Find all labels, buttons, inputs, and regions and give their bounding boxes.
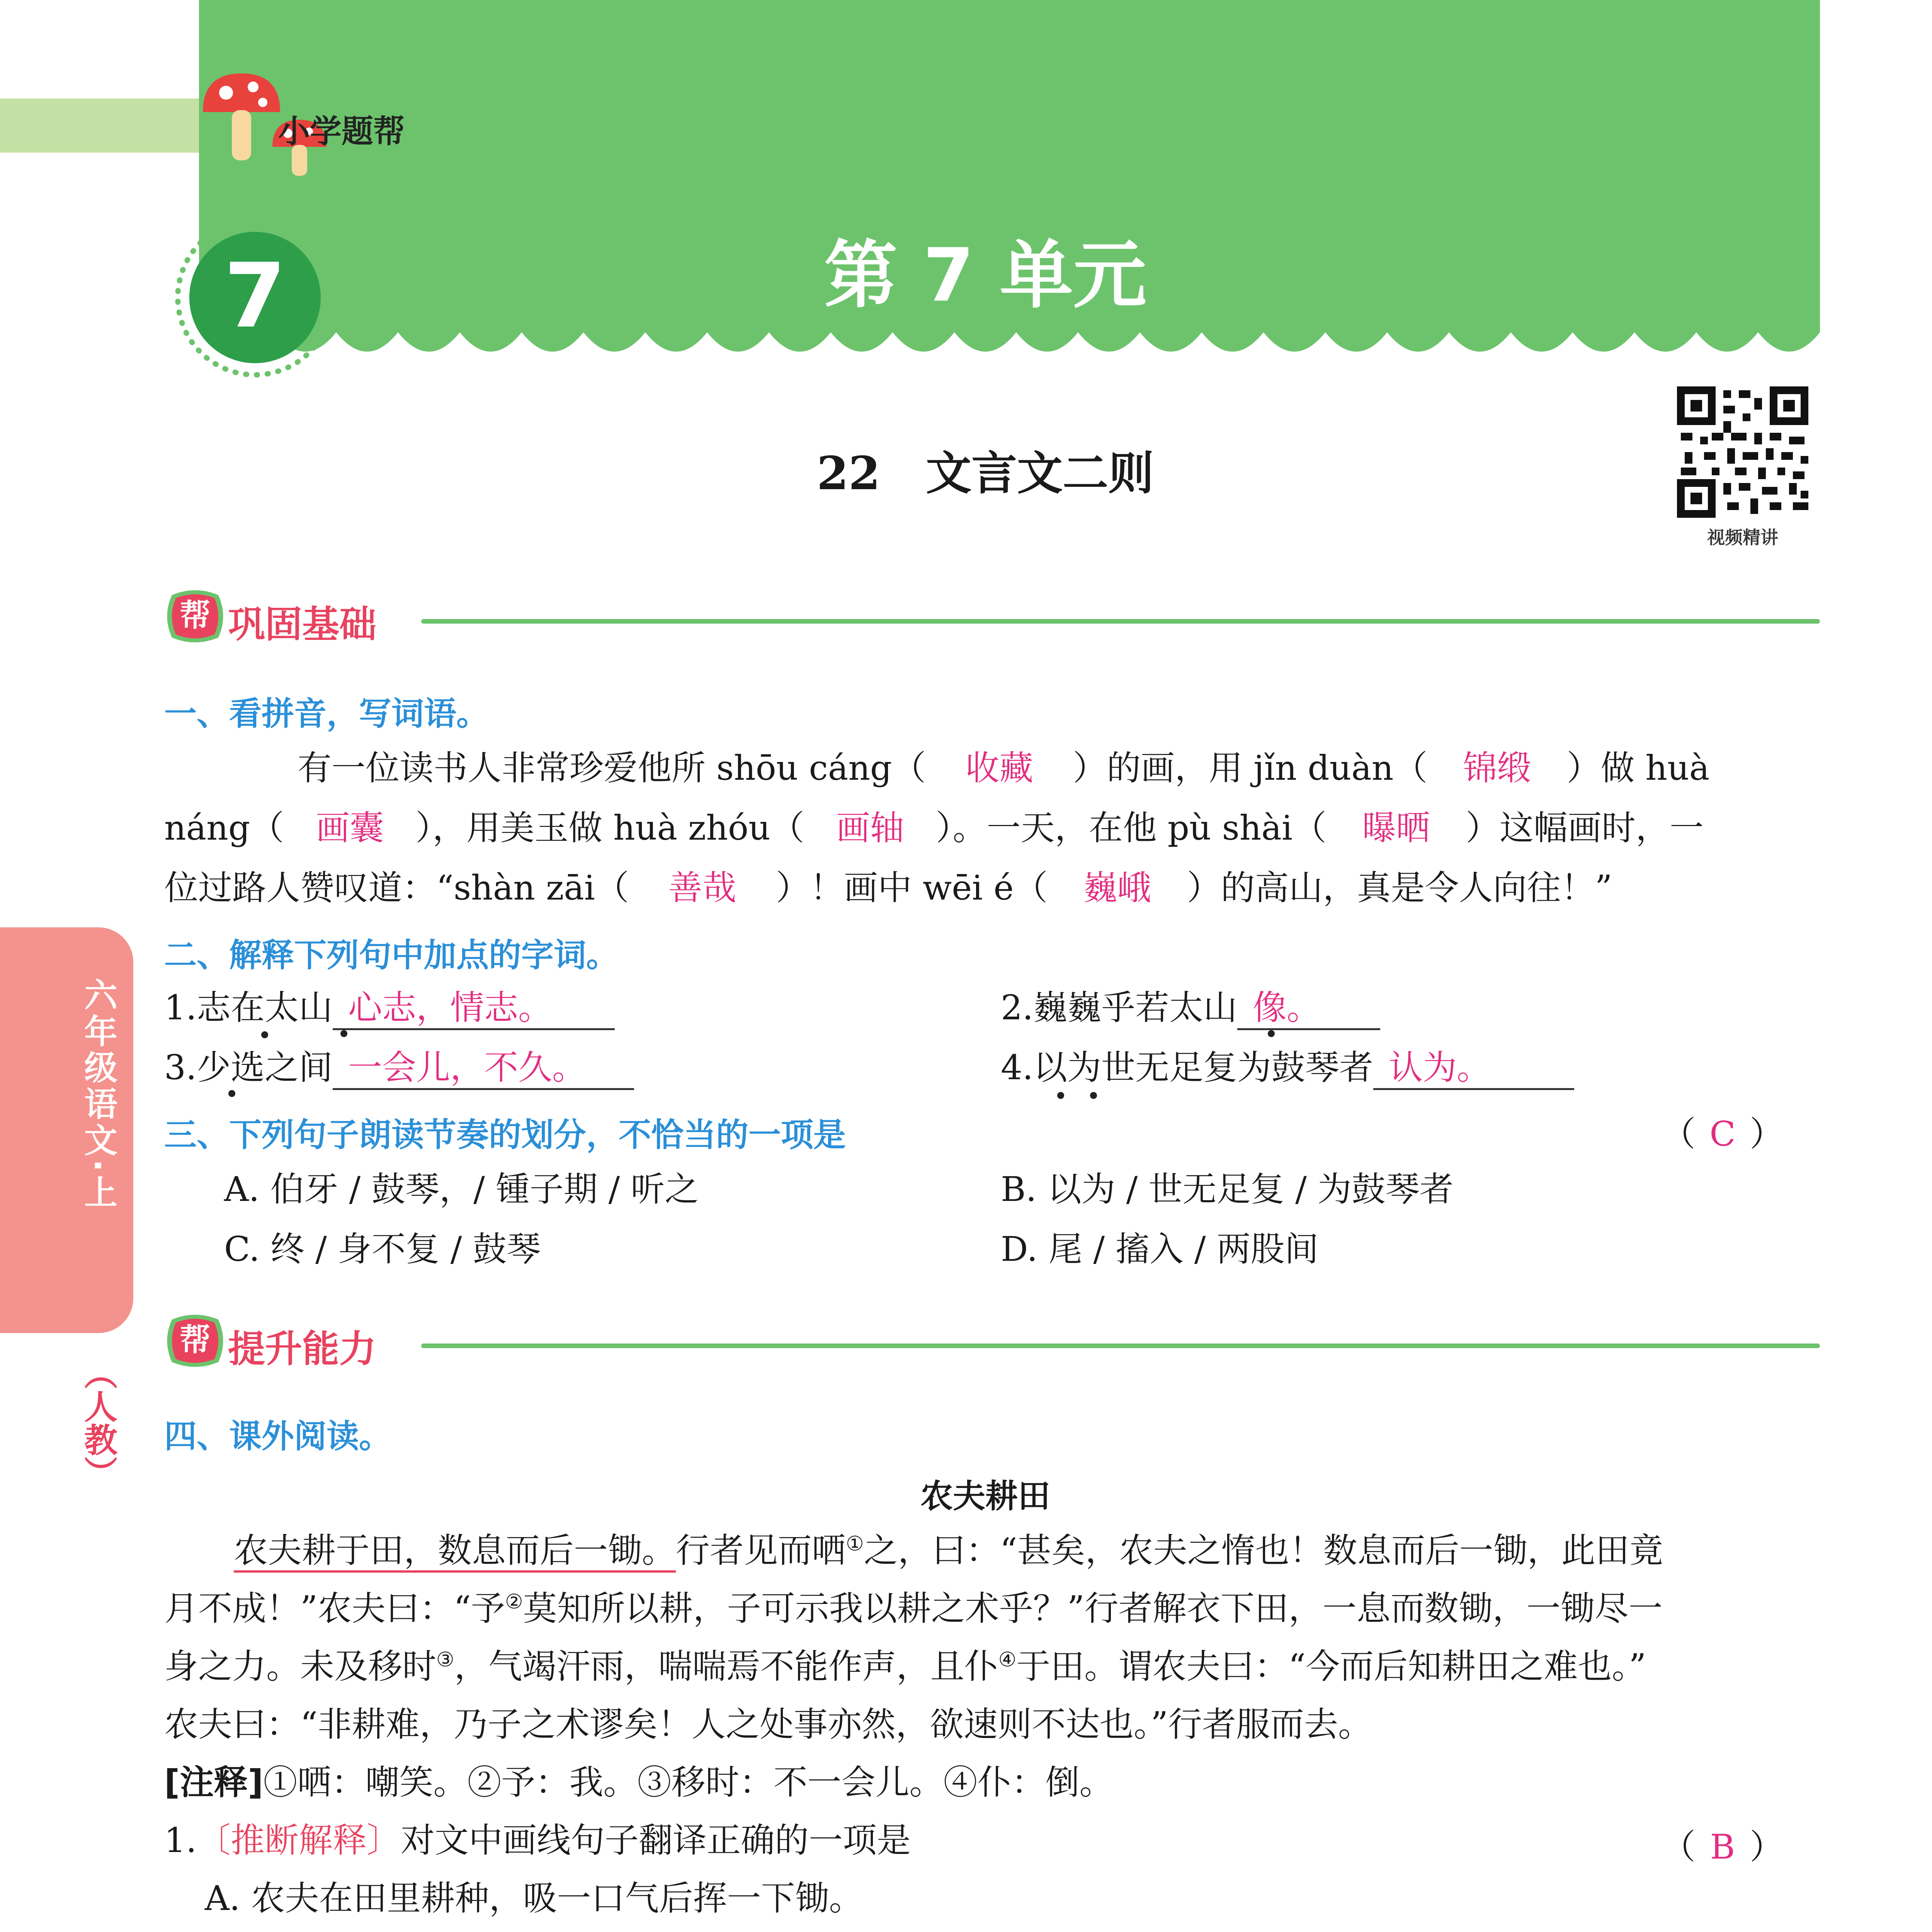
q3-option-a[interactable]: A. 伯牙 / 鼓琴，/ 锺子期 / 听之 (224, 1169, 699, 1209)
help-badge-icon (164, 587, 226, 645)
subq-1-answer: B (1710, 1827, 1735, 1867)
unit-number: 7 (224, 245, 286, 348)
unit-number-badge (174, 216, 336, 379)
q2-item-2: 2.巍巍乎若太山 像。 (1001, 987, 1380, 1030)
qr-code-icon[interactable] (1673, 383, 1812, 522)
passage-line-3: 身之力。未及移时③，气竭汗雨，喘喘焉不能作声，且仆④于田。谓农夫曰：“今而后知耕田之难也。” (164, 1646, 1646, 1686)
passage-line-4: 农夫曰：“非耕难，乃子之术谬矣！人之处事亦然，欲速则不达也。”行者服而去。 (164, 1704, 1372, 1744)
section-header-basic (164, 587, 1820, 645)
q4-heading: 四、课外阅读。 (164, 1417, 392, 1455)
q3-answer-box: （ C ） (1662, 1114, 1784, 1154)
brand-name: 小学题帮 (278, 113, 405, 150)
subq-1: 1.〔推断解释〕对文中画线句子翻译正确的一项是 (164, 1820, 911, 1860)
q1-answer: 锦缎 (1463, 748, 1531, 788)
q3-option-c[interactable]: C. 终 / 身不复 / 鼓琴 (224, 1229, 541, 1269)
q1-answer: 画囊 (316, 808, 384, 848)
q1-answer: 巍峨 (1083, 868, 1151, 908)
notes: [注释]①哂：嘲笑。②予：我。③移时：不一会儿。④仆：倒。 (164, 1762, 1114, 1802)
q2-item-4: 4.以为世无足复为鼓琴者 认为。 (1001, 1047, 1574, 1090)
q1-answer: 善哉 (668, 868, 736, 908)
svg-text:帮: 帮 (180, 597, 211, 633)
section-title-advanced: 提升能力 (228, 1327, 376, 1371)
underlined-sentence: 农夫耕于田，数息而后一锄。 (234, 1531, 676, 1573)
passage-title: 农夫耕田 (920, 1477, 1050, 1515)
section-rule (421, 619, 1820, 624)
side-tab-edition: （人教） (78, 1356, 117, 1489)
q2-item-1: 1.志在太山 心志，情志。 (164, 987, 615, 1030)
q3-option-d[interactable]: D. 尾 / 搐入 / 两股间 (1001, 1229, 1319, 1269)
section-rule (421, 1344, 1820, 1348)
q1-line-1: 有一位读书人非常珍爱他所 shōu cáng（ 收藏 ）的画，用 jǐn duàn（ 锦缎 ）做 huà (298, 748, 1710, 788)
q1-line-2: náng（ 画囊 ），用美玉做 huà zhóu（ 画轴 ）。一天，在他 pù shài（ 曝晒 ）这幅画时，一 (164, 808, 1704, 848)
q1-heading: 一、看拼音，写词语。 (164, 695, 489, 733)
section-title-basic: 巩固基础 (228, 603, 376, 646)
q1-answer: 曝晒 (1362, 808, 1430, 848)
side-tab-grade: 六年级语文·上 (78, 978, 117, 1211)
q2-heading: 二、解释下列句中加点的字词。 (164, 936, 619, 974)
help-badge-icon (164, 1312, 226, 1370)
q1-answer: 画轴 (836, 808, 904, 848)
q1-line-3: 位过路人赞叹道：“shàn zāi（ 善哉 ）！画中 wēi é（ 巍峨 ）的高山，真是令人向往！” (164, 868, 1612, 908)
q3-heading: 三、下列句子朗读节奏的划分，不恰当的一项是 (164, 1116, 846, 1154)
qr-caption: 视频精讲 (1707, 527, 1778, 548)
section-header-advanced (164, 1312, 1820, 1370)
q2-item-3: 3.少选之间 一会儿，不久。 (164, 1047, 634, 1090)
q1-answer: 收藏 (965, 748, 1034, 788)
svg-text:帮: 帮 (180, 1322, 211, 1358)
passage-line-2: 月不成！”农夫曰：“予②莫知所以耕，子可示我以耕之术乎？”行者解衣下田，一息而数锄，一锄尽一 (164, 1588, 1663, 1628)
passage-line-1: 农夫耕于田，数息而后一锄。行者见而哂①之，曰：“甚矣，农夫之惰也！数息而后一锄，此田竟 (164, 1530, 1663, 1571)
q3-answer: C (1709, 1114, 1736, 1154)
q3-option-b[interactable]: B. 以为 / 世无足复 / 为鼓琴者 (1001, 1169, 1454, 1209)
subq-1-option-a[interactable]: A. 农夫在田里耕种，吸一口气后挥一下锄。 (205, 1878, 863, 1918)
subq-1-answer-box: （ B ） (1662, 1827, 1784, 1867)
unit-title: 第 7 单元 (824, 233, 1147, 318)
lesson-title: 22 文言文二则 (816, 446, 1154, 500)
